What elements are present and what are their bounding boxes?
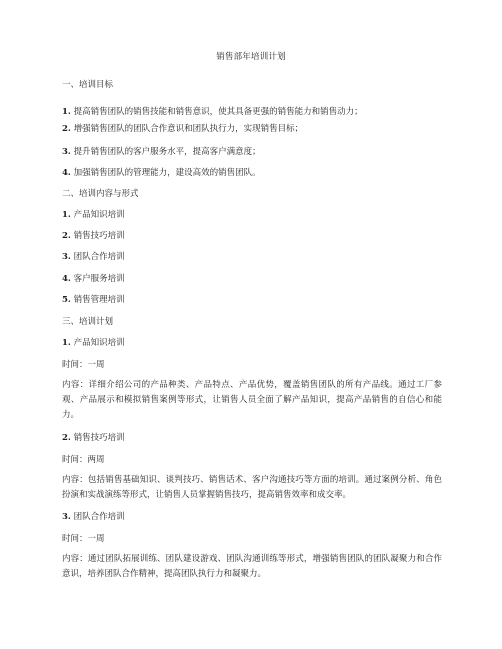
plan-content: 内容：详细介绍公司的产品种类、产品特点、产品优势，覆盖销售团队的所有产品线。通过工厂参观、产品展示和模拟销售案例等形式，让销售人员全面了解产品知识，提高产品销售的自信心和能力。 (62, 380, 442, 420)
plan-time: 时间：一周 (62, 360, 105, 370)
item-text: 团队合作培训 (73, 252, 125, 262)
plan-content: 内容：通过团队拓展训练、团队建设游戏、团队沟通训练等形式，增强销售团队的团队凝聚力和合作意识，培养团队合作精神，提高团队执行力和凝聚力。 (62, 554, 442, 579)
goal-item (62, 123, 442, 135)
item-text: 销售技巧培训 (73, 231, 125, 241)
item-text: 增强销售团队的团队合作意识和团队执行力，实现销售目标； (73, 124, 304, 134)
content-item (62, 251, 442, 263)
item-text: 产品知识培训 (73, 210, 125, 220)
plan-name: 销售技巧培训 (73, 433, 125, 443)
item-number: 5. (62, 295, 71, 305)
plan-name: 产品知识培训 (73, 338, 125, 348)
plan-heading (62, 511, 442, 523)
item-number: 4. (62, 274, 71, 284)
plan-heading (62, 432, 442, 444)
item-text: 客户服务培训 (73, 274, 125, 284)
plan-heading (62, 337, 442, 349)
item-number: 3. (62, 512, 71, 522)
item-number: 1. (62, 210, 71, 220)
item-number: 2. (62, 231, 71, 241)
section-heading-plan: 三、培训计划 (62, 317, 114, 327)
content-item (62, 294, 442, 306)
item-number: 3. (62, 147, 71, 157)
document-title: 销售部年培训计划 (216, 52, 286, 62)
item-text: 提高销售团队的销售技能和销售意识，使其具备更强的销售能力和销售动力； (73, 107, 363, 117)
goal-item (62, 106, 442, 118)
item-number: 2. (62, 124, 71, 134)
content-item (62, 273, 442, 285)
item-text: 提升销售团队的客户服务水平，提高客户满意度； (73, 147, 261, 157)
goal-item (62, 167, 442, 179)
item-text: 销售管理培训 (73, 295, 125, 305)
section-heading-goals: 一、培训目标 (62, 80, 114, 90)
section-heading-content: 二、培训内容与形式 (62, 189, 139, 199)
item-number: 1. (62, 107, 71, 117)
plan-content: 内容：包括销售基础知识、谈判技巧、销售话术、客户沟通技巧等方面的培训。通过案例分析、角色扮演和实战演练等形式，让销售人员掌握销售技巧，提高销售效率和成交率。 (62, 475, 442, 500)
item-number: 2. (62, 433, 71, 443)
item-number: 1. (62, 338, 71, 348)
item-text: 加强销售团队的管理能力，建设高效的销售团队。 (73, 168, 261, 178)
goal-item (62, 146, 442, 158)
plan-name: 团队合作培训 (73, 512, 125, 522)
content-item (62, 209, 442, 221)
plan-time: 时间：两周 (62, 455, 105, 465)
plan-time: 时间：一周 (62, 534, 105, 544)
item-number: 4. (62, 168, 71, 178)
content-item (62, 230, 442, 242)
item-number: 3. (62, 252, 71, 262)
